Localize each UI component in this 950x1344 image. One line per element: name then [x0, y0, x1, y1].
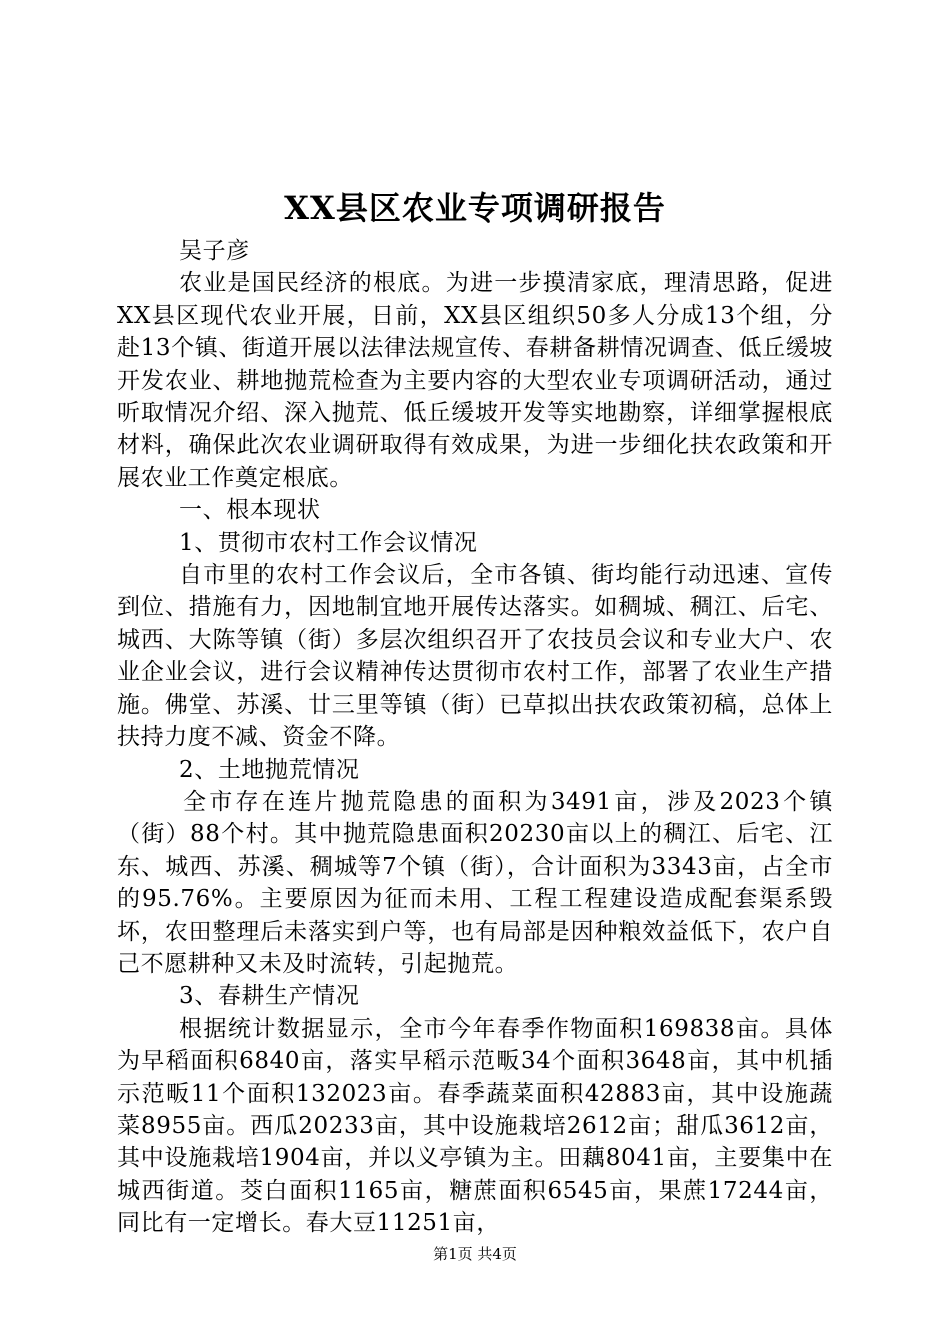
author-name: 吴子彦: [179, 238, 250, 264]
subsection-heading-spring-plowing: 3、春耕生产情况: [179, 983, 360, 1010]
document-title: XX县区农业专项调研报告: [284, 189, 666, 227]
intro-paragraph: 农业是国民经济的根底。为进一步摸清家底，理清思路，促进XX县区现代农业开展，日前，XX县区组织50多人分成13个组，分赴13个镇、街道开展以法律法规宣传、春耕备耕情况调查、低丘缓坡开发农业、耕地抛荒检查为主要内容的大型农业专项调研活动，通过听取情况介绍、深入抛荒、低丘缓坡开发等实地勘察，详细掌握根底材料，确保此次农业调研取得有效成果，为进一步细化扶农政策和开展农业工作奠定根底。: [117, 270, 833, 491]
subsection-heading-abandoned-land: 2、土地抛荒情况: [179, 756, 360, 783]
spring-plowing-paragraph: 根据统计数据显示，全市今年春季作物面积169838亩。具体为早稻面积6840亩，落实早稻示范畈34个面积3648亩，其中机插示范畈11个面积132023亩。春季蔬菜面积42883亩，其中设施蔬菜8955亩。西瓜20233亩，其中设施栽培2612亩；甜瓜3612亩，其中设施栽培1904亩，并以义亭镇为主。田藕8041亩，主要集中在城西街道。茭白面积1165亩，糖蔗面积6545亩，果蔗17244亩，同比有一定增长。春大豆11251亩，: [117, 1015, 833, 1237]
section-heading-current-status: 一、根本现状: [179, 497, 321, 524]
document-body: [117, 235, 833, 1240]
subsection-heading-meeting: 1、贯彻市农村工作会议情况: [179, 529, 478, 556]
abandoned-land-paragraph: 全市存在连片抛荒隐患的面积为3491亩，涉及2023个镇（街）88个村。其中抛荒隐患面积20230亩以上的稠江、后宅、江东、城西、苏溪、稠城等7个镇（街），合计面积为3343亩，占全市的95.76%。主要原因为征而未用、工程工程建设造成配套渠系毁坏，农田整理后未落实到户等，也有局部是因种粮效益低下，农户自己不愿耕种又未及时流转，引起抛荒。: [117, 788, 833, 977]
meeting-paragraph: 自市里的农村工作会议后，全市各镇、街均能行动迅速、宣传到位、措施有力，因地制宜地开展传达落实。如稠城、稠江、后宅、城西、大陈等镇（街）多层次组织召开了农技员会议和专业大户、农业企业会议，进行会议精神传达贯彻市农村工作，部署了农业生产措施。佛堂、苏溪、廿三里等镇（街）已草拟出扶农政策初稿，总体上扶持力度不减、资金不降。: [117, 562, 833, 751]
page-number-footer: 第1页 共4页: [433, 1245, 517, 1263]
